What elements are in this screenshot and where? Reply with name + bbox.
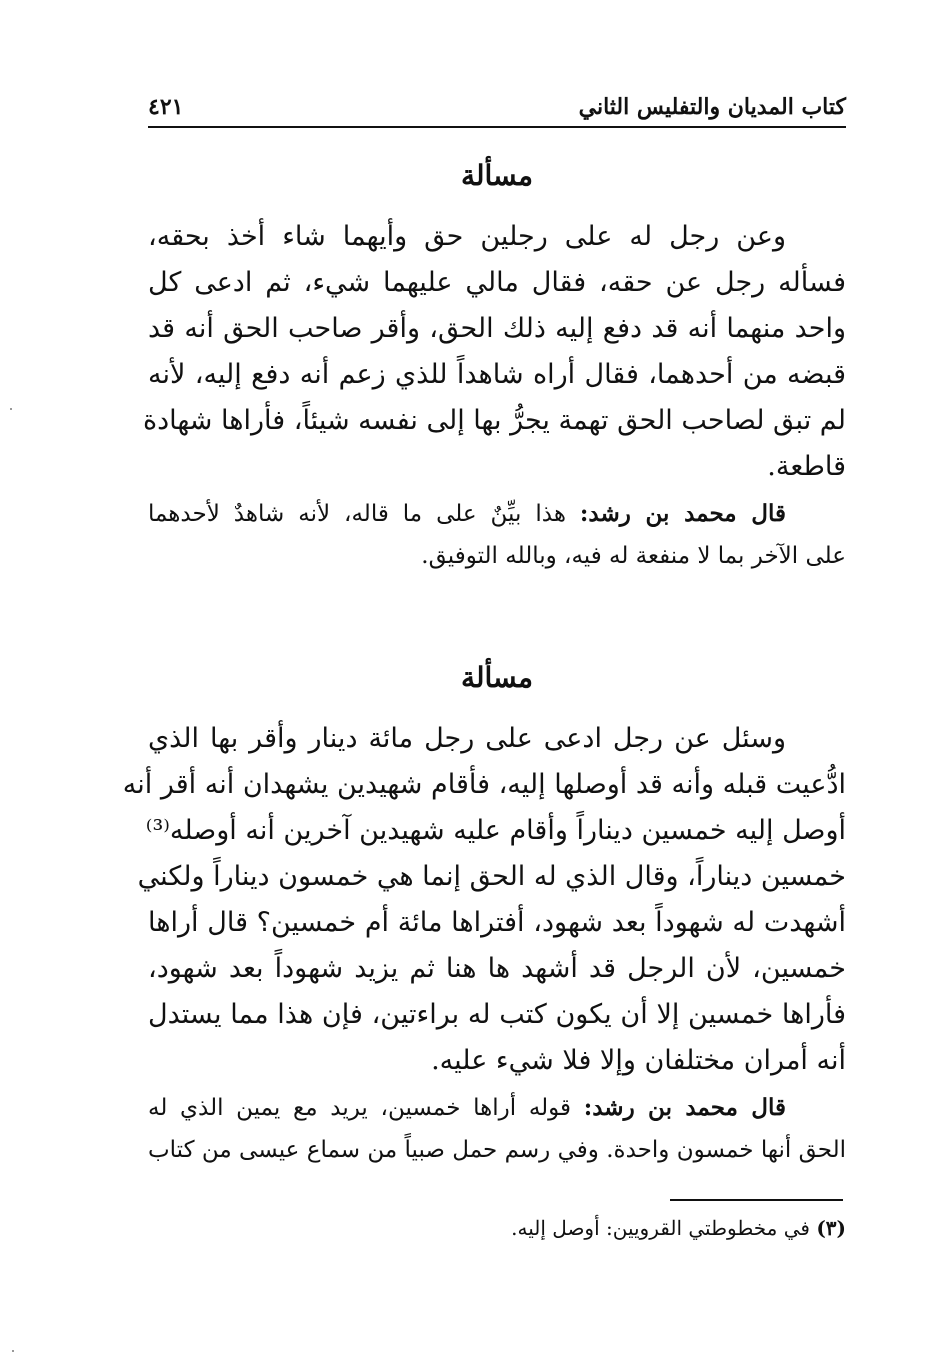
footnote-text: في مخطوطتي القرويين: أوصل إليه. bbox=[511, 1216, 810, 1240]
commentary bbox=[148, 492, 846, 578]
commentary-line bbox=[148, 492, 846, 535]
body-line: فسأله رجل عن حقه، فقال مالي عليهما شيء، ثم ادعى كل bbox=[148, 267, 846, 298]
footnote-separator bbox=[670, 1199, 843, 1201]
running-header-title: كتاب المديان والتفليس الثاني bbox=[578, 94, 846, 120]
body-line: أنه أمران مختلفان وإلا فلا شيء عليه. bbox=[431, 1045, 846, 1076]
commentary-speaker: قال محمد بن رشد: bbox=[583, 1094, 786, 1121]
scan-speck bbox=[10, 408, 12, 410]
body-line: أوصل إليه خمسين ديناراً وأقام عليه شهيدين آخرين أنه أوصله⁽³⁾ bbox=[145, 815, 846, 846]
commentary-line: الحق أنها خمسون واحدة. وفي رسم حمل صبياً من سماع عيسى من كتاب bbox=[148, 1137, 846, 1163]
commentary-line bbox=[148, 1086, 846, 1129]
section-body bbox=[122, 716, 846, 1084]
body-line: وسئل عن رجل ادعى على رجل مائة دينار وأقر بها الذي bbox=[148, 723, 786, 754]
commentary-speaker: قال محمد بن رشد: bbox=[579, 500, 786, 527]
body-line: أشهدت له شهوداً بعد شهود، أفتراها مائة أم خمسين؟ قال أراها bbox=[148, 907, 846, 938]
footnote bbox=[148, 1212, 846, 1244]
body-line: قبضه من أحدهما، فقال أراه شاهداً للذي زعم أنه دفع إليه، لأنه bbox=[148, 359, 846, 390]
body-line: ادُّعيت قبله وأنه قد أوصلها إليه، فأقام شهيدين يشهدان أنه أقر أنه bbox=[122, 769, 846, 800]
section-body bbox=[142, 214, 846, 490]
section-heading: مسألة bbox=[460, 661, 534, 694]
commentary-text: قوله أراها خمسين، يريد مع يمين الذي له bbox=[148, 1095, 572, 1121]
scan-speck bbox=[12, 1350, 14, 1352]
body-line: فأراها خمسين إلا أن يكون كتب له براءتين، فإن هذا مما يستدل bbox=[148, 999, 846, 1030]
commentary bbox=[148, 1086, 846, 1172]
running-header bbox=[148, 92, 846, 128]
section-heading: مسألة bbox=[460, 159, 534, 192]
body-line: خمسين، لأن الرجل قد أشهد ها هنا ثم يزيد شهوداً بعد شهود، bbox=[148, 953, 846, 984]
commentary-text: هذا بيِّنٌ على ما قاله، لأنه شاهدٌ لأحدهما bbox=[148, 501, 566, 527]
footnote-marker: (٣) bbox=[816, 1216, 846, 1240]
body-line: خمسين ديناراً، وقال الذي له الحق إنما هي خمسون ديناراً ولكني bbox=[137, 861, 846, 892]
body-line: لم تبق لصاحب الحق تهمة يجرُّ بها إلى نفسه شيئاً، فأراها شهادة bbox=[142, 405, 846, 436]
body-line: واحد منهما أنه قد دفع إليه ذلك الحق، وأقر صاحب الحق أنه قد bbox=[148, 313, 846, 344]
body-line: وعن رجل له على رجلين حق وأيهما شاء أخذ بحقه، bbox=[148, 221, 786, 252]
body-line: قاطعة. bbox=[767, 451, 846, 482]
page-number: ٤٢١ bbox=[148, 94, 184, 120]
commentary-line: على الآخر بما لا منفعة له فيه، وبالله التوفيق. bbox=[421, 543, 846, 569]
